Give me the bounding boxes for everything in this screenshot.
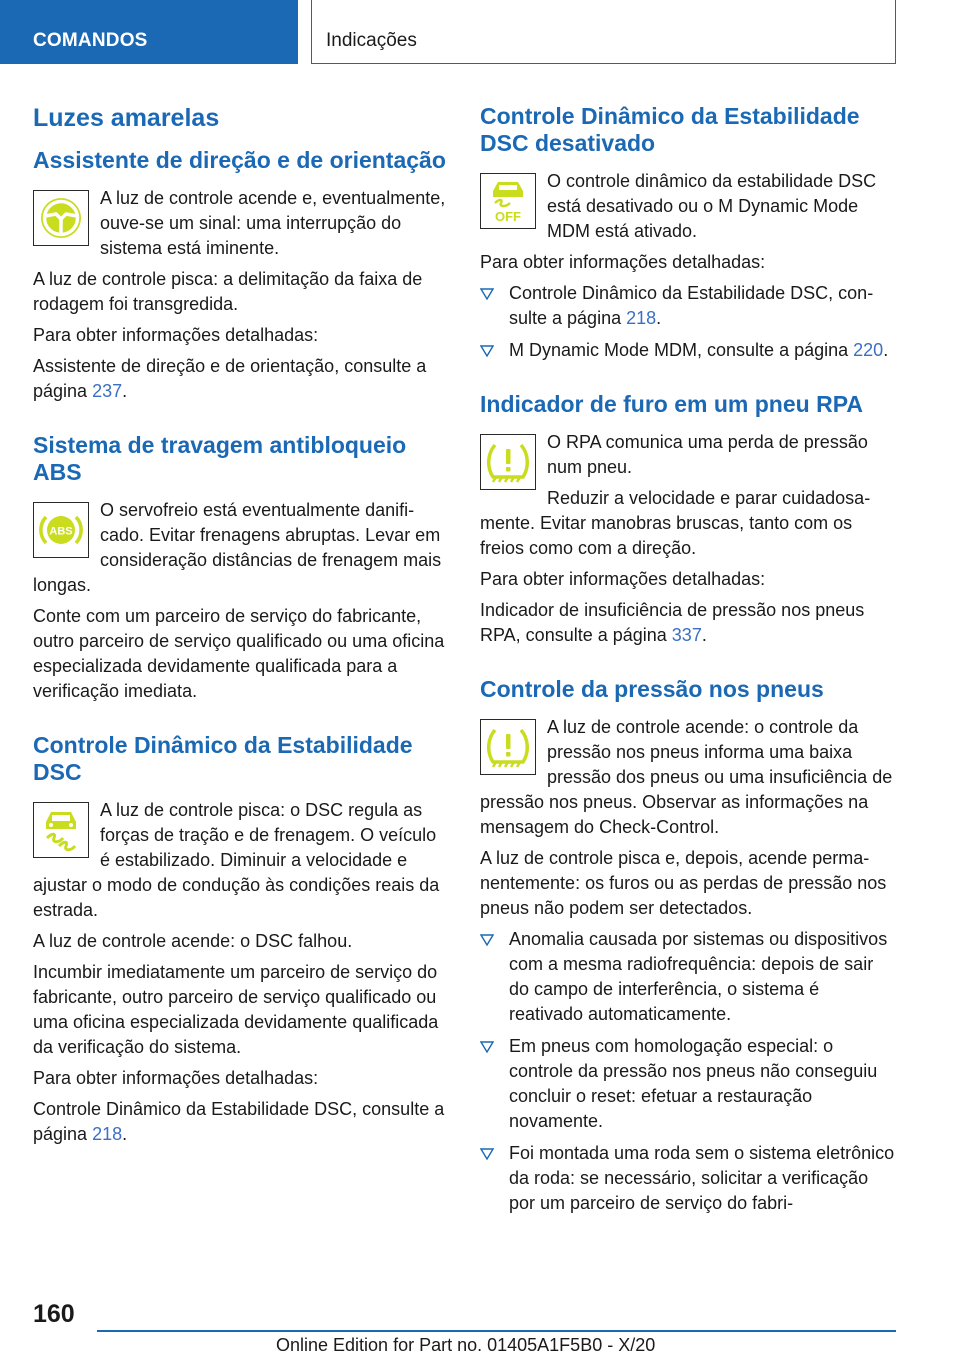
punctuation: .: [122, 381, 128, 401]
paragraph: Para obter informações detalhadas:: [480, 569, 766, 589]
punctuation: .: [883, 340, 889, 360]
paragraph: A luz de controle pisca: a delimitação da faixa de rodagem foi transgredida.: [33, 269, 423, 314]
indicator-block: [33, 186, 451, 267]
dsc-off-icon-label: OFF: [495, 209, 521, 224]
left-column: [33, 100, 451, 1153]
abs-icon-label: ABS: [49, 525, 73, 538]
page-number: 160: [33, 1300, 75, 1328]
triangle-bullet-icon: [480, 1041, 494, 1053]
section-steering-assistant: [33, 147, 451, 404]
indicator-block: [480, 169, 898, 250]
list-item: [480, 1034, 898, 1134]
indicator-block: [480, 715, 898, 846]
paragraph: A luz de controle pisca e, depois, acende permanentemente: os furos ou as perdas de pressão nos pneus não podem ser detectados.: [480, 848, 887, 918]
punctuation: .: [656, 308, 662, 328]
indicator-block: [33, 798, 451, 929]
section-heading: Controle da pressão nos pneus: [480, 676, 824, 702]
paragraph: O controle dinâmico da estabilidade DSC está desativado ou o M Dynamic Mode MDM está ativado.: [547, 171, 877, 241]
list-item-text: Anomalia causada por sistemas ou dispositivos com a mesma radiofrequência: depois de sair do campo de interferência, o sistema é reativado automaticamente.: [509, 929, 888, 1024]
paragraph: A luz de controle acende: o DSC falhou.: [33, 931, 353, 951]
dsc-off-icon: [480, 173, 536, 229]
paragraph: A luz de controle acende: o controle da pressão nos pneus informa uma baixa pressão dos pneus ou uma insuficiência de pressão nos pneus. Observar as informações na mensagem do Check-Control.: [480, 717, 893, 837]
page-reference-link[interactable]: 220: [853, 340, 884, 360]
paragraph-with-reference: [33, 1097, 451, 1147]
footer-divider: [97, 1330, 896, 1332]
paragraph: Reduzir a velocidade e parar cuidadosamente. Evitar manobras bruscas, tanto com os freios como com a direção.: [480, 488, 871, 558]
paragraph-with-reference: [480, 598, 898, 648]
section-abs: [33, 432, 451, 704]
reference-text: Assistente de direção e de orientação, consulte a página: [33, 356, 427, 401]
triangle-bullet-icon: [480, 288, 494, 300]
list-item: [480, 927, 898, 1027]
section-heading: Controle Dinâmico da Estabilidade DSC: [33, 732, 413, 785]
paragraph: A luz de controle acende e, eventualmente, ouve-se um sinal: uma interrupção do sistema está iminente.: [100, 188, 446, 258]
right-column: [480, 100, 898, 1224]
list-item: [480, 338, 898, 363]
paragraph: A luz de controle pisca: o DSC regula as forças de tração e de frenagem. O veículo é estabilizado. Diminuir a velocidade e ajustar o modo de condução às condições reais da estrada.: [33, 800, 440, 920]
section-dsc: [33, 732, 451, 1147]
punctuation: .: [122, 1124, 128, 1144]
list-item: [480, 281, 898, 331]
page-reference-link[interactable]: 218: [92, 1124, 123, 1144]
page-reference-link[interactable]: 218: [626, 308, 657, 328]
section-dsc-off: [480, 103, 898, 363]
punctuation: .: [701, 625, 707, 645]
list-item-text: M Dynamic Mode MDM, consulte a página: [509, 340, 854, 360]
bullet-list: [480, 281, 898, 363]
steering-wheel-icon: [33, 190, 89, 246]
list-item-text: Em pneus com homologação especial: o controle da pressão nos pneus não conseguiu concluir o reset: efetuar a restauração novamente.: [509, 1036, 878, 1131]
triangle-bullet-icon: [480, 934, 494, 946]
paragraph: Para obter informações detalhadas:: [33, 325, 319, 345]
section-tire-pressure: [480, 676, 898, 1216]
triangle-bullet-icon: [480, 345, 494, 357]
header-chapter-box: [311, 0, 896, 64]
dsc-icon: [33, 802, 89, 858]
indicator-block: [33, 498, 451, 604]
paragraph: Incumbir imediatamente um parceiro de serviço do fabricante, outro parceiro de serviço qualificado ou uma oficina especializada devidamente qualificada da verificação do sistema.: [33, 962, 439, 1057]
section-heading: Controle Dinâmico da Estabilidade DSC desativado: [480, 103, 860, 156]
reference-text: Controle Dinâmico da Estabilidade DSC, consulte a página: [33, 1099, 445, 1144]
triangle-bullet-icon: [480, 1148, 494, 1160]
paragraph: Para obter informações detalhadas:: [33, 1068, 319, 1088]
header-section-label: COMANDOS: [33, 30, 148, 51]
header-chapter-label: Indicações: [326, 30, 417, 51]
paragraph: Para obter informações detalhadas:: [480, 252, 766, 272]
paragraph: O servofreio está eventualmente danificado. Evitar frenagens abruptas. Levar em consideração distâncias de frenagem mais longas.: [33, 500, 442, 595]
tire-warning-icon: [480, 434, 536, 490]
reference-text: Indicador de insuficiência de pressão nos pneus RPA, consulte a página: [480, 600, 865, 645]
abs-icon: [33, 502, 89, 558]
page-title: Luzes amarelas: [33, 104, 220, 132]
section-heading: Sistema de travagem antibloqueio ABS: [33, 432, 407, 485]
footer-edition: Online Edition for Part no. 01405A1F5B0 - X/20: [276, 1335, 656, 1355]
header-section-tab: [0, 0, 298, 64]
page-reference-link[interactable]: 337: [671, 625, 702, 645]
section-heading: Indicador de furo em um pneu RPA: [480, 391, 863, 417]
list-item: [480, 1141, 898, 1216]
list-item-text: Foi montada uma roda sem o sistema eletrônico da roda: se necessário, solicitar a verificação por um parceiro de serviço do fabri-: [509, 1143, 895, 1213]
paragraph: Conte com um parceiro de serviço do fabricante, outro parceiro de serviço qualificado ou uma oficina especializada devidamente qualificada para a verificação imediata.: [33, 606, 445, 701]
list-item-text: Controle Dinâmico da Estabilidade DSC, consulte a página: [509, 283, 874, 328]
bullet-list: [480, 927, 898, 1216]
section-heading: Assistente de direção e de orientação: [33, 147, 446, 173]
page-reference-link[interactable]: 237: [92, 381, 123, 401]
tire-pressure-icon: [480, 719, 536, 775]
indicator-block: [480, 430, 898, 567]
paragraph: O RPA comunica uma perda de pressão num pneu.: [547, 432, 868, 477]
section-rpa: [480, 391, 898, 648]
paragraph-with-reference: [33, 354, 451, 404]
